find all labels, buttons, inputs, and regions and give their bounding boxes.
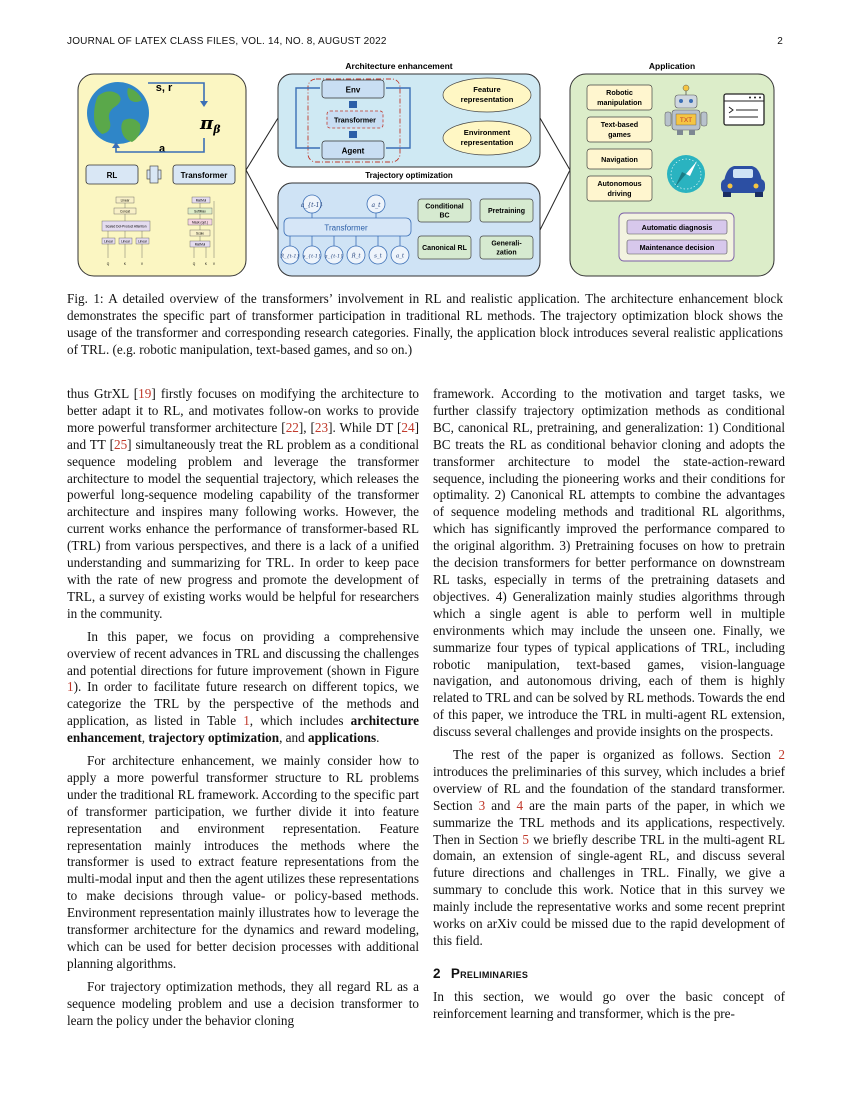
- navigation-label: Navigation: [601, 155, 638, 164]
- textgames-label-1: Text-based: [600, 120, 639, 129]
- generalization-label-1: Generali-: [491, 240, 522, 248]
- arch-transformer-label: Transformer: [334, 115, 376, 125]
- env-label: Env: [345, 85, 361, 95]
- svg-text:V: V: [212, 262, 216, 266]
- svg-text:K: K: [123, 262, 127, 266]
- svg-text:SoftMax: SoftMax: [194, 209, 206, 214]
- application-title: Application: [648, 61, 696, 71]
- svg-text:V: V: [140, 262, 144, 266]
- robotic-label-2: manipulation: [597, 98, 642, 107]
- paragraph: The rest of the paper is organized as follows. Section 2 introduces the preliminaries of this survey, which includes a brief overview of RL and the foundation of the standard transformer. Section 3 and 4 are the main parts of the paper, in which we summarize the TRL methods and its applications, respectively. Then in Section 5 we briefly describe TRL in the multi-agent RL domain, an extension of single-agent RL, and discuss several future directions and challenges in TRL. Finally, we give a summary to conclude this work. Notice that in this survey we mainly include the representative works and some recent preprint works on arXiv could be missed due to the rapid development of this field.: [433, 747, 786, 948]
- paragraph: For architecture enhancement, we mainly consider how to apply a more powerful transformer structure to RL problems under the traditional RL framework. According to the specific part of transformer participation, we further divide it into feature representation and environment representation. Feature representation mainly introduces the methods where the transformer is used to extract feature representations from the multi-modal input and then the agent utilizes these representations to make decisions through value- or policy-based methods. Environment representation mainly illustrates how to leverage the transformer architecture for the dynamics and reward modeling, which can be used for better decision processes with additional planning algorithms.: [67, 753, 419, 971]
- journal-title: JOURNAL OF LATEX CLASS FILES, VOL. 14, NO. 8, AUGUST 2022: [67, 36, 387, 47]
- traj-transformer-label: Transformer: [324, 223, 368, 233]
- svg-text:Linear: Linear: [138, 239, 147, 244]
- svg-text:Concat: Concat: [119, 209, 131, 214]
- section-link[interactable]: 3: [478, 797, 486, 813]
- connector-line: [540, 170, 570, 230]
- bold-term: applications: [308, 730, 377, 746]
- paragraph: For trajectory optimization methods, they all regard RL as a sequence modeling problem and use a decision transformer to learn the policy under the behavior cloning: [67, 978, 419, 1028]
- section-title: Preliminaries: [450, 965, 529, 981]
- svg-text:Linear: Linear: [104, 239, 113, 244]
- autonomous-label-2: driving: [607, 189, 632, 198]
- policy-symbol: $\pi_\beta$: [200, 113, 221, 136]
- earth-icon: [87, 82, 149, 144]
- figure-caption: Fig. 1: A detailed overview of the transformers’ involvement in RL and realistic application. The architecture enhancement block demonstrates the specific part of transformer participation in traditional RL methods. The trajectory optimization block shows the usage of the transformer and corresponding research categories. Finally, the application block introduces several realistic applications of TRL. (e.g. robotic manipulation, text-based games, and so on.): [67, 291, 783, 357]
- paragraph: framework. According to the motivation and target tasks, we further classify trajectory optimization methods as conditional BC, canonical RL, pretraining, and generalization: 1) Conditional BC treats the RL as conditional behavior cloning and adopts the transformer architecture to model the state-action-reward sequence, including the pioneering works and their conditions for optimality. 2) Canonical RL attempts to combine the advantages of sequence modeling methods and traditional RL algorithms, which has significantly improved the performance compared to the original algorithm. 3) Pretraining focuses on how to pretrain the decision transformers for better performance on downstream RL tasks, especially in terms of the pretraining datasets and objectives. 4) Generalization mainly studies algorithms through which a single agent is able to perform well in multiple environments which may include the unseen one. Finally, we summarize four types of typical applications of TRL, including robotic manipulation, text-based games, vision-language navigation, and autonomous driving, each of them is highly related to TRL and can be solved by RL methods. Towards the end of this paper, we introduce the TRL in multi-agent RL extension, discuss several challenges and provide insights on the prospects.: [433, 386, 785, 740]
- svg-text:a_t: a_t: [371, 202, 381, 209]
- connector-square: [349, 131, 357, 138]
- right-column: [433, 386, 785, 1029]
- svg-text:a_t: a_t: [395, 253, 405, 260]
- bold-term: architecture enhancement: [67, 713, 419, 746]
- svg-text:Scaled Dot-Product Attention: Scaled Dot-Product Attention: [105, 224, 147, 229]
- left-column: [67, 386, 419, 1036]
- connector-line: [540, 118, 570, 170]
- terminal-window-icon: [724, 94, 764, 125]
- svg-text:Q: Q: [192, 262, 196, 266]
- autonomous-label-1: Autonomous: [597, 179, 642, 188]
- section-heading: [433, 966, 785, 983]
- compass-icon: [667, 155, 705, 193]
- svg-text:MatMul: MatMul: [194, 242, 206, 247]
- table-link[interactable]: 1: [243, 713, 250, 729]
- rl-box-label: RL: [106, 171, 118, 180]
- state-reward-label: s, r: [155, 82, 173, 94]
- svg-text:MatMul: MatMul: [195, 198, 207, 203]
- txt-label: TXT: [679, 117, 693, 124]
- svg-text:Q: Q: [106, 262, 110, 266]
- agent-label: Agent: [341, 146, 365, 156]
- svg-text:Linear: Linear: [121, 239, 130, 244]
- maintenance-decision-label: Maintenance decision: [639, 243, 715, 252]
- textgames-label-2: games: [608, 130, 631, 139]
- generalization-label-2: zation: [496, 249, 517, 257]
- robotic-label-1: Robotic: [606, 88, 633, 97]
- action-label: a: [158, 143, 166, 155]
- automatic-diagnosis-label: Automatic diagnosis: [641, 223, 713, 232]
- page-number: 2: [777, 36, 783, 47]
- connector-line: [246, 170, 278, 230]
- transformer-box-label: Transformer: [180, 171, 228, 180]
- section-link[interactable]: 5: [522, 831, 530, 847]
- conditional-bc-label-2: BC: [439, 212, 450, 220]
- bold-term: trajectory optimization: [148, 730, 280, 746]
- trajectory-title: Trajectory optimization: [365, 171, 453, 180]
- section-number: 2: [433, 965, 441, 981]
- feature-label-1: Feature: [473, 85, 501, 94]
- environment-label-1: Environment: [463, 128, 511, 137]
- environment-label-2: representation: [460, 138, 514, 147]
- overview-diagram: [76, 58, 776, 280]
- connector-square: [349, 101, 357, 108]
- citation-link[interactable]: 23: [314, 419, 329, 435]
- connector-line: [246, 118, 278, 170]
- architecture-title: Architecture enhancement: [345, 61, 453, 71]
- svg-text:R̂_{t-1}: R̂_{t-1}: [280, 253, 300, 260]
- svg-text:s_t: s_t: [374, 253, 382, 260]
- svg-text:Linear: Linear: [120, 198, 130, 203]
- svg-text:K: K: [204, 262, 208, 266]
- feature-label-2: representation: [460, 95, 514, 104]
- page-header: [67, 36, 783, 50]
- section-link[interactable]: 2: [778, 747, 785, 763]
- figure-1: [76, 58, 776, 280]
- citation-link[interactable]: 19: [138, 386, 152, 401]
- canonical-rl-label: Canonical RL: [422, 245, 467, 252]
- pretraining-label: Pretraining: [488, 208, 525, 215]
- conditional-bc-label-1: Conditional: [425, 203, 464, 211]
- svg-text:s_{t-1}: s_{t-1}: [302, 253, 322, 260]
- citation-link[interactable]: 24: [401, 419, 415, 435]
- svg-text:a_{t-1}: a_{t-1}: [300, 202, 324, 209]
- section-link[interactable]: 4: [516, 797, 524, 813]
- svg-text:a_{t-1}: a_{t-1}: [324, 253, 344, 260]
- paragraph: In this section, we would go over the basic concept of reinforcement learning and transformer, which is the pre-: [433, 988, 785, 1021]
- citation-link[interactable]: 25: [113, 436, 128, 452]
- svg-text:Scale: Scale: [196, 231, 204, 236]
- svg-text:Mask (opt.): Mask (opt.): [192, 220, 208, 225]
- paragraph: In this paper, we focus on providing a comprehensive overview of recent advances in TRL and discussing the challenges and potential directions for future improvement (shown in Figure 1). In order to facilitate future research on different topics, we categorize the TRL by the perspective of the methods and application, as listed in Table 1, which includes architecture enhancement, trajectory optimization, and applications.: [67, 628, 419, 746]
- figure-link[interactable]: 1: [67, 679, 74, 695]
- citation-link[interactable]: 22: [285, 419, 299, 435]
- svg-text:R̂_t: R̂_t: [351, 253, 361, 260]
- paragraph: thus GtrXL [19] firstly focuses on modifying the architecture to better adapt it to RL, and motivates follow-on works to provide more powerful transformer architecture [22], [23]. While DT [24] and TT [25] simultaneously treat the RL problem as a conditional sequence modeling problem and leverage the transformer architecture to model the sequential trajectory, which releases the powerful long-sequence modeling capability of the transformer architecture and inspires many following works. However, the current works enhance the performance of transformer-based RL (TRL) from various perspectives, and there is a lack of a unified understanding and summarizing for TRL. In order to keep pace with the rate of new progress and promote the development of TRL, a survey of existing works would be helpful for researchers in the community.: [67, 386, 419, 621]
